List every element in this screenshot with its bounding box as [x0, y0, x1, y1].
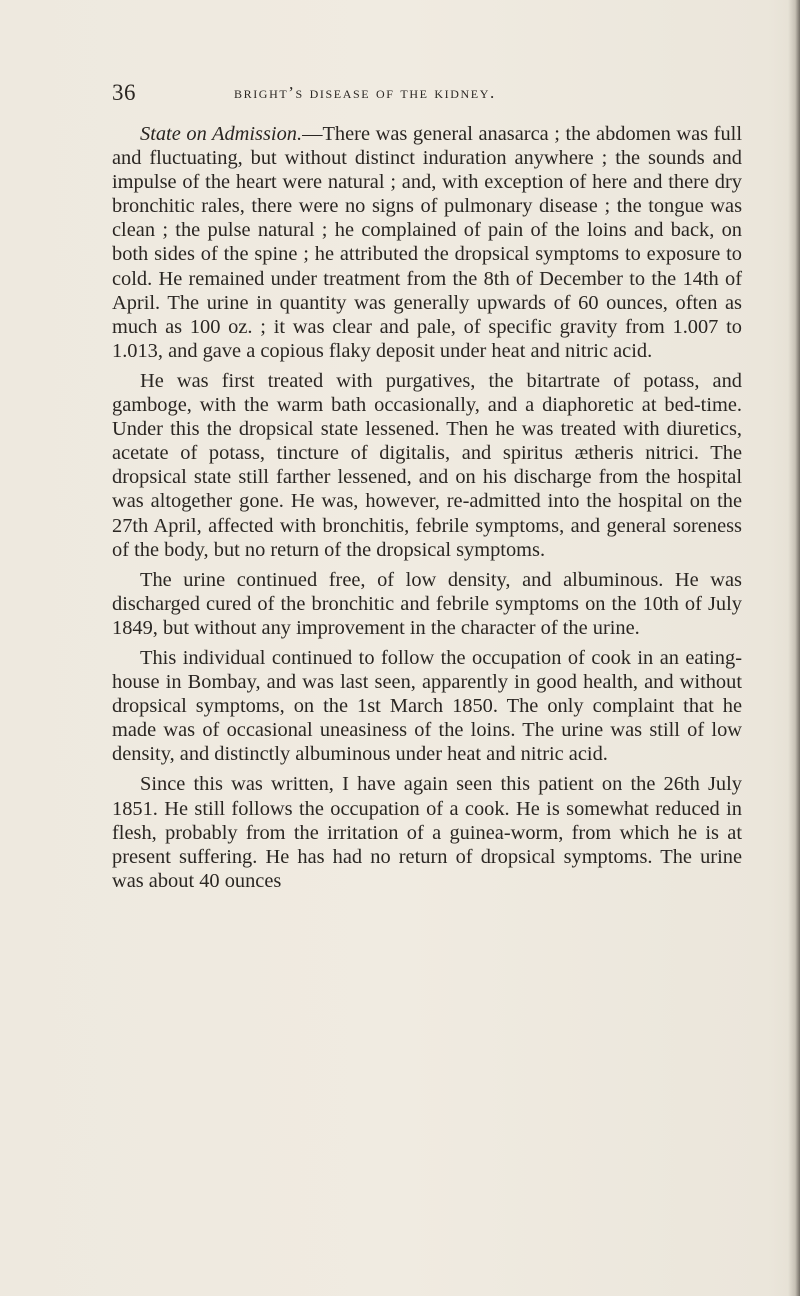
text-body — [112, 122, 742, 893]
paragraph-lead-italic: State on Admission. — [140, 123, 303, 145]
paragraph-treatment — [112, 369, 742, 562]
page-edge-shadow — [788, 0, 800, 1296]
paragraph-text: Since this was written, I have again seen this patient on the 26th July 1851. He still follows the occupation of a cook. He is somewhat reduced in flesh, probably from the irritation of a guinea-worm, from which he is at present suffering. He has had no return of dropsical symptoms. The urine was about 40 ounces — [112, 773, 742, 892]
paragraph-state-on-admission — [112, 122, 742, 363]
paragraph-text: He was first treated with purgatives, the bitartrate of potass, and gamboge, with the warm bath occasionally, and a diaphoretic at bed-time. Under this the dropsical state lessened. Then he was treated with diuretics, acetate of potass, tincture of digitalis, and spiritus ætheris nitrici. The dropsical state still farther lessened, and on his discharge from the hospital was altogether gone. He was, however, re-admitted into the hospital on the 27th April, affected with bronchitis, febrile symptoms, and general soreness of the body, but no return of the dropsical symptoms. — [112, 369, 742, 561]
running-title: bright’s disease of the kidney. — [234, 83, 496, 102]
paragraph-text: —There was general anasarca ; the abdomen was full and fluctuating, but without distinct induration anywhere ; the sounds and impulse of the heart were natural ; and, with exception of here and there dry bronchitic rales, there were no signs of pulmonary disease ; the tongue was clean ; the pulse natural ; he complained of pain of the loins and back, on both sides of the spine ; he attributed the dropsical symptoms to exposure to cold. He remained under treatment from the 8th of December to the 14th of April. The urine in quantity was generally upwards of 60 ounces, often as much as 100 oz. ; it was clear and pale, of specific gravity from 1.007 to 1.013, and gave a copious flaky deposit under heat and nitric acid. — [112, 123, 742, 362]
paragraph-text: This individual continued to follow the occupation of cook in an eating-house in Bombay, and was last seen, apparently in good health, and without dropsical symptoms, on the 1st March 1850. The only complaint that he made was of occasional uneasiness of the loins. The urine was still of low density, and distinctly albuminous under heat and nitric acid. — [112, 646, 742, 766]
paragraph-text: The urine continued free, of low density, and albuminous. He was discharged cured of the bronchitic and febrile symptoms on the 10th of July 1849, but without any improvement in the character of the urine. — [112, 568, 742, 639]
paragraph-urine — [112, 568, 742, 640]
running-head — [112, 78, 740, 108]
paragraph-postscript — [112, 772, 742, 892]
paragraph-follow-up — [112, 646, 742, 766]
page-number: 36 — [112, 80, 136, 105]
